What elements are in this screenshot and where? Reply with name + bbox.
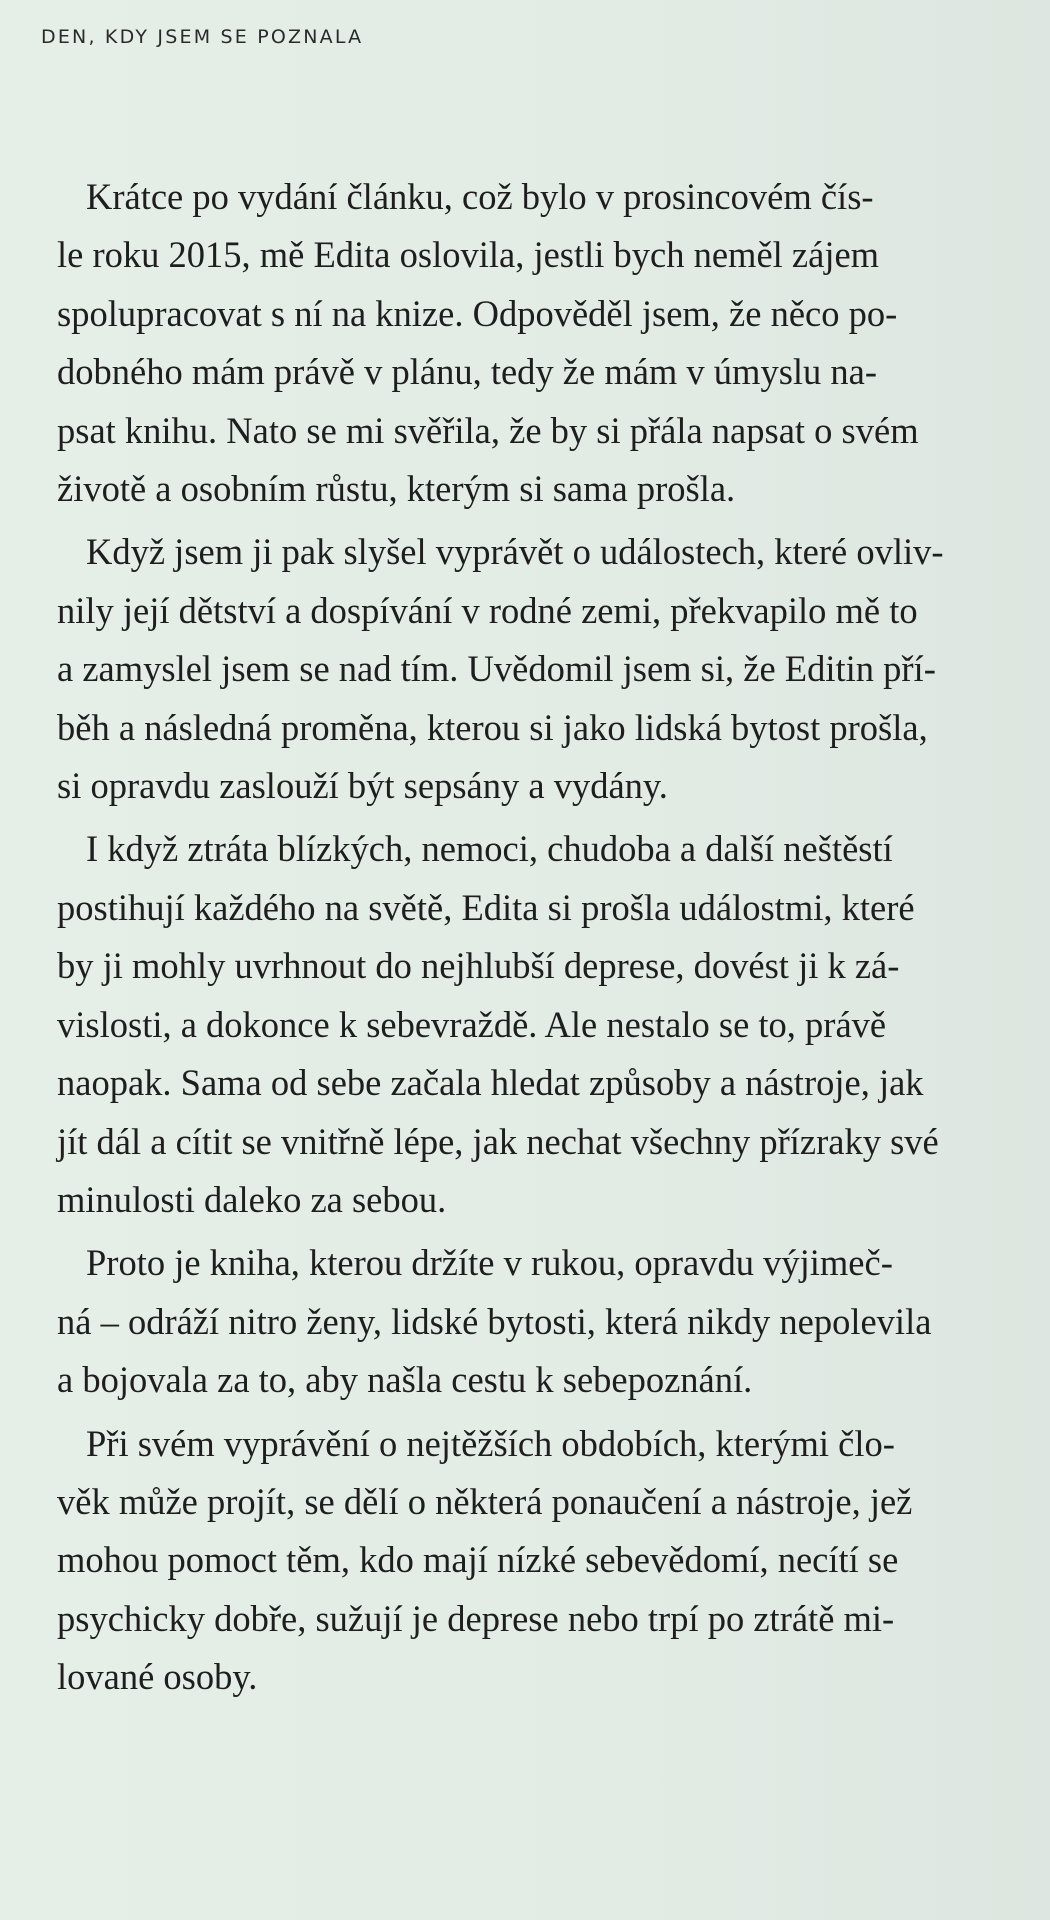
paragraph-1 <box>57 168 970 518</box>
paragraph-2 <box>57 523 970 815</box>
text-line: naopak. Sama od sebe začala hledat způsoby a nástroje, jak <box>57 1062 924 1104</box>
text-line: vislosti, a dokonce k sebevraždě. Ale nestalo se to, právě <box>57 1003 887 1045</box>
text-line: Když jsem ji pak slyšel vyprávět o událostech, které ovliv- <box>86 531 944 573</box>
body-text <box>57 168 970 1712</box>
text-line: si opravdu zaslouží být sepsány a vydány. <box>57 765 668 807</box>
text-line: psychicky dobře, sužují je deprese nebo trpí po ztrátě mi- <box>57 1597 895 1639</box>
paragraph-4 <box>57 1234 970 1409</box>
paragraph-5 <box>57 1415 970 1707</box>
text-line: Krátce po vydání článku, což bylo v prosincovém čís- <box>86 176 874 217</box>
text-line: životě a osobním růstu, kterým si sama prošla. <box>57 468 736 510</box>
text-line: mohou pomoct těm, kdo mají nízké sebevědomí, necítí se <box>57 1539 899 1581</box>
text-line: psat knihu. Nato se mi svěřila, že by si přála napsat o svém <box>57 409 919 451</box>
text-line: ná – odráží nitro ženy, lidské bytosti, která nikdy nepolevila <box>57 1300 932 1342</box>
running-head: DEN, KDY JSEM SE POZNALA <box>41 26 364 48</box>
text-line: le roku 2015, mě Edita oslovila, jestli bych neměl zájem <box>57 234 880 276</box>
text-line: jít dál a cítit se vnitřně lépe, jak nechat všechny přízraky své <box>57 1120 939 1162</box>
text-line: postihují každého na světě, Edita si prošla událostmi, které <box>57 886 915 928</box>
text-line: a bojovala za to, aby našla cestu k sebepoznání. <box>57 1359 753 1401</box>
text-line: věk může projít, se dělí o některá ponaučení a nástroje, jež <box>57 1480 913 1522</box>
text-line: běh a následná proměna, kterou si jako lidská bytost prošla, <box>57 706 928 748</box>
text-line: minulosti daleko za sebou. <box>57 1178 447 1220</box>
text-line: lované osoby. <box>57 1656 258 1698</box>
text-line: Při svém vyprávění o nejtěžších obdobích, kterými člo- <box>86 1422 895 1464</box>
text-line: dobného mám právě v plánu, tedy že mám v úmyslu na- <box>57 351 878 393</box>
text-line: a zamyslel jsem se nad tím. Uvědomil jsem si, že Editin pří- <box>57 648 936 690</box>
paragraph-3 <box>57 820 970 1229</box>
text-line: I když ztráta blízkých, nemoci, chudoba a další neštěstí <box>86 828 893 870</box>
text-line: spolupracovat s ní na knize. Odpověděl jsem, že něco po- <box>57 292 898 334</box>
text-line: nily její dětství a dospívání v rodné zemi, překvapilo mě to <box>57 589 918 631</box>
text-line: by ji mohly uvrhnout do nejhlubší deprese, dovést ji k zá- <box>57 945 900 987</box>
text-line: Proto je kniha, kterou držíte v rukou, opravdu výjimeč- <box>86 1242 893 1284</box>
